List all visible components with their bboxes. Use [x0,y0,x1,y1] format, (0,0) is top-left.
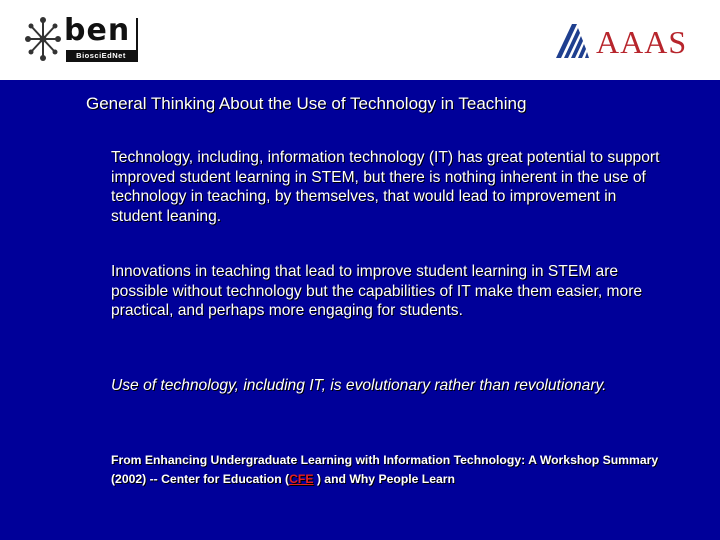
source-suffix: ) and Why People Learn [313,472,455,486]
cfe-link[interactable]: CFE [289,472,314,486]
ben-logo-word: ben [64,13,131,48]
ben-logo-subtitle: BiosciEdNet [66,50,136,62]
ben-logo[interactable] [24,14,138,64]
aaas-stripes-icon [556,24,594,58]
slide-title: General Thinking About the Use of Technology in Teaching [86,94,527,113]
paragraph-evolutionary: Use of technology, including IT, is evolutionary rather than revolutionary. [111,377,607,394]
source-prefix: From Enhancing Undergraduate Learning with Information Technology: A Workshop Summary (2002) -- Center for Education ( [111,453,659,486]
slide-body [0,80,720,540]
paragraph-innovations: Innovations in teaching that lead to improve student learning in STEM are possible without technology but the capabilities of IT make them easier, more practical, and perhaps more engaging for students. [111,263,643,319]
paragraph-technology-potential: Technology, including, information technology (IT) has great potential to support improved student learning in STEM, but there is nothing inherent in the use of technology in teaching, by themselves, that would lead to improvement in student leaning. [111,149,660,225]
header [0,0,720,80]
network-star-icon [24,16,62,62]
ben-logo-divider [136,18,138,62]
aaas-logo-word: AAAS [596,24,688,60]
source-citation [111,451,691,489]
aaas-logo[interactable] [556,20,686,60]
